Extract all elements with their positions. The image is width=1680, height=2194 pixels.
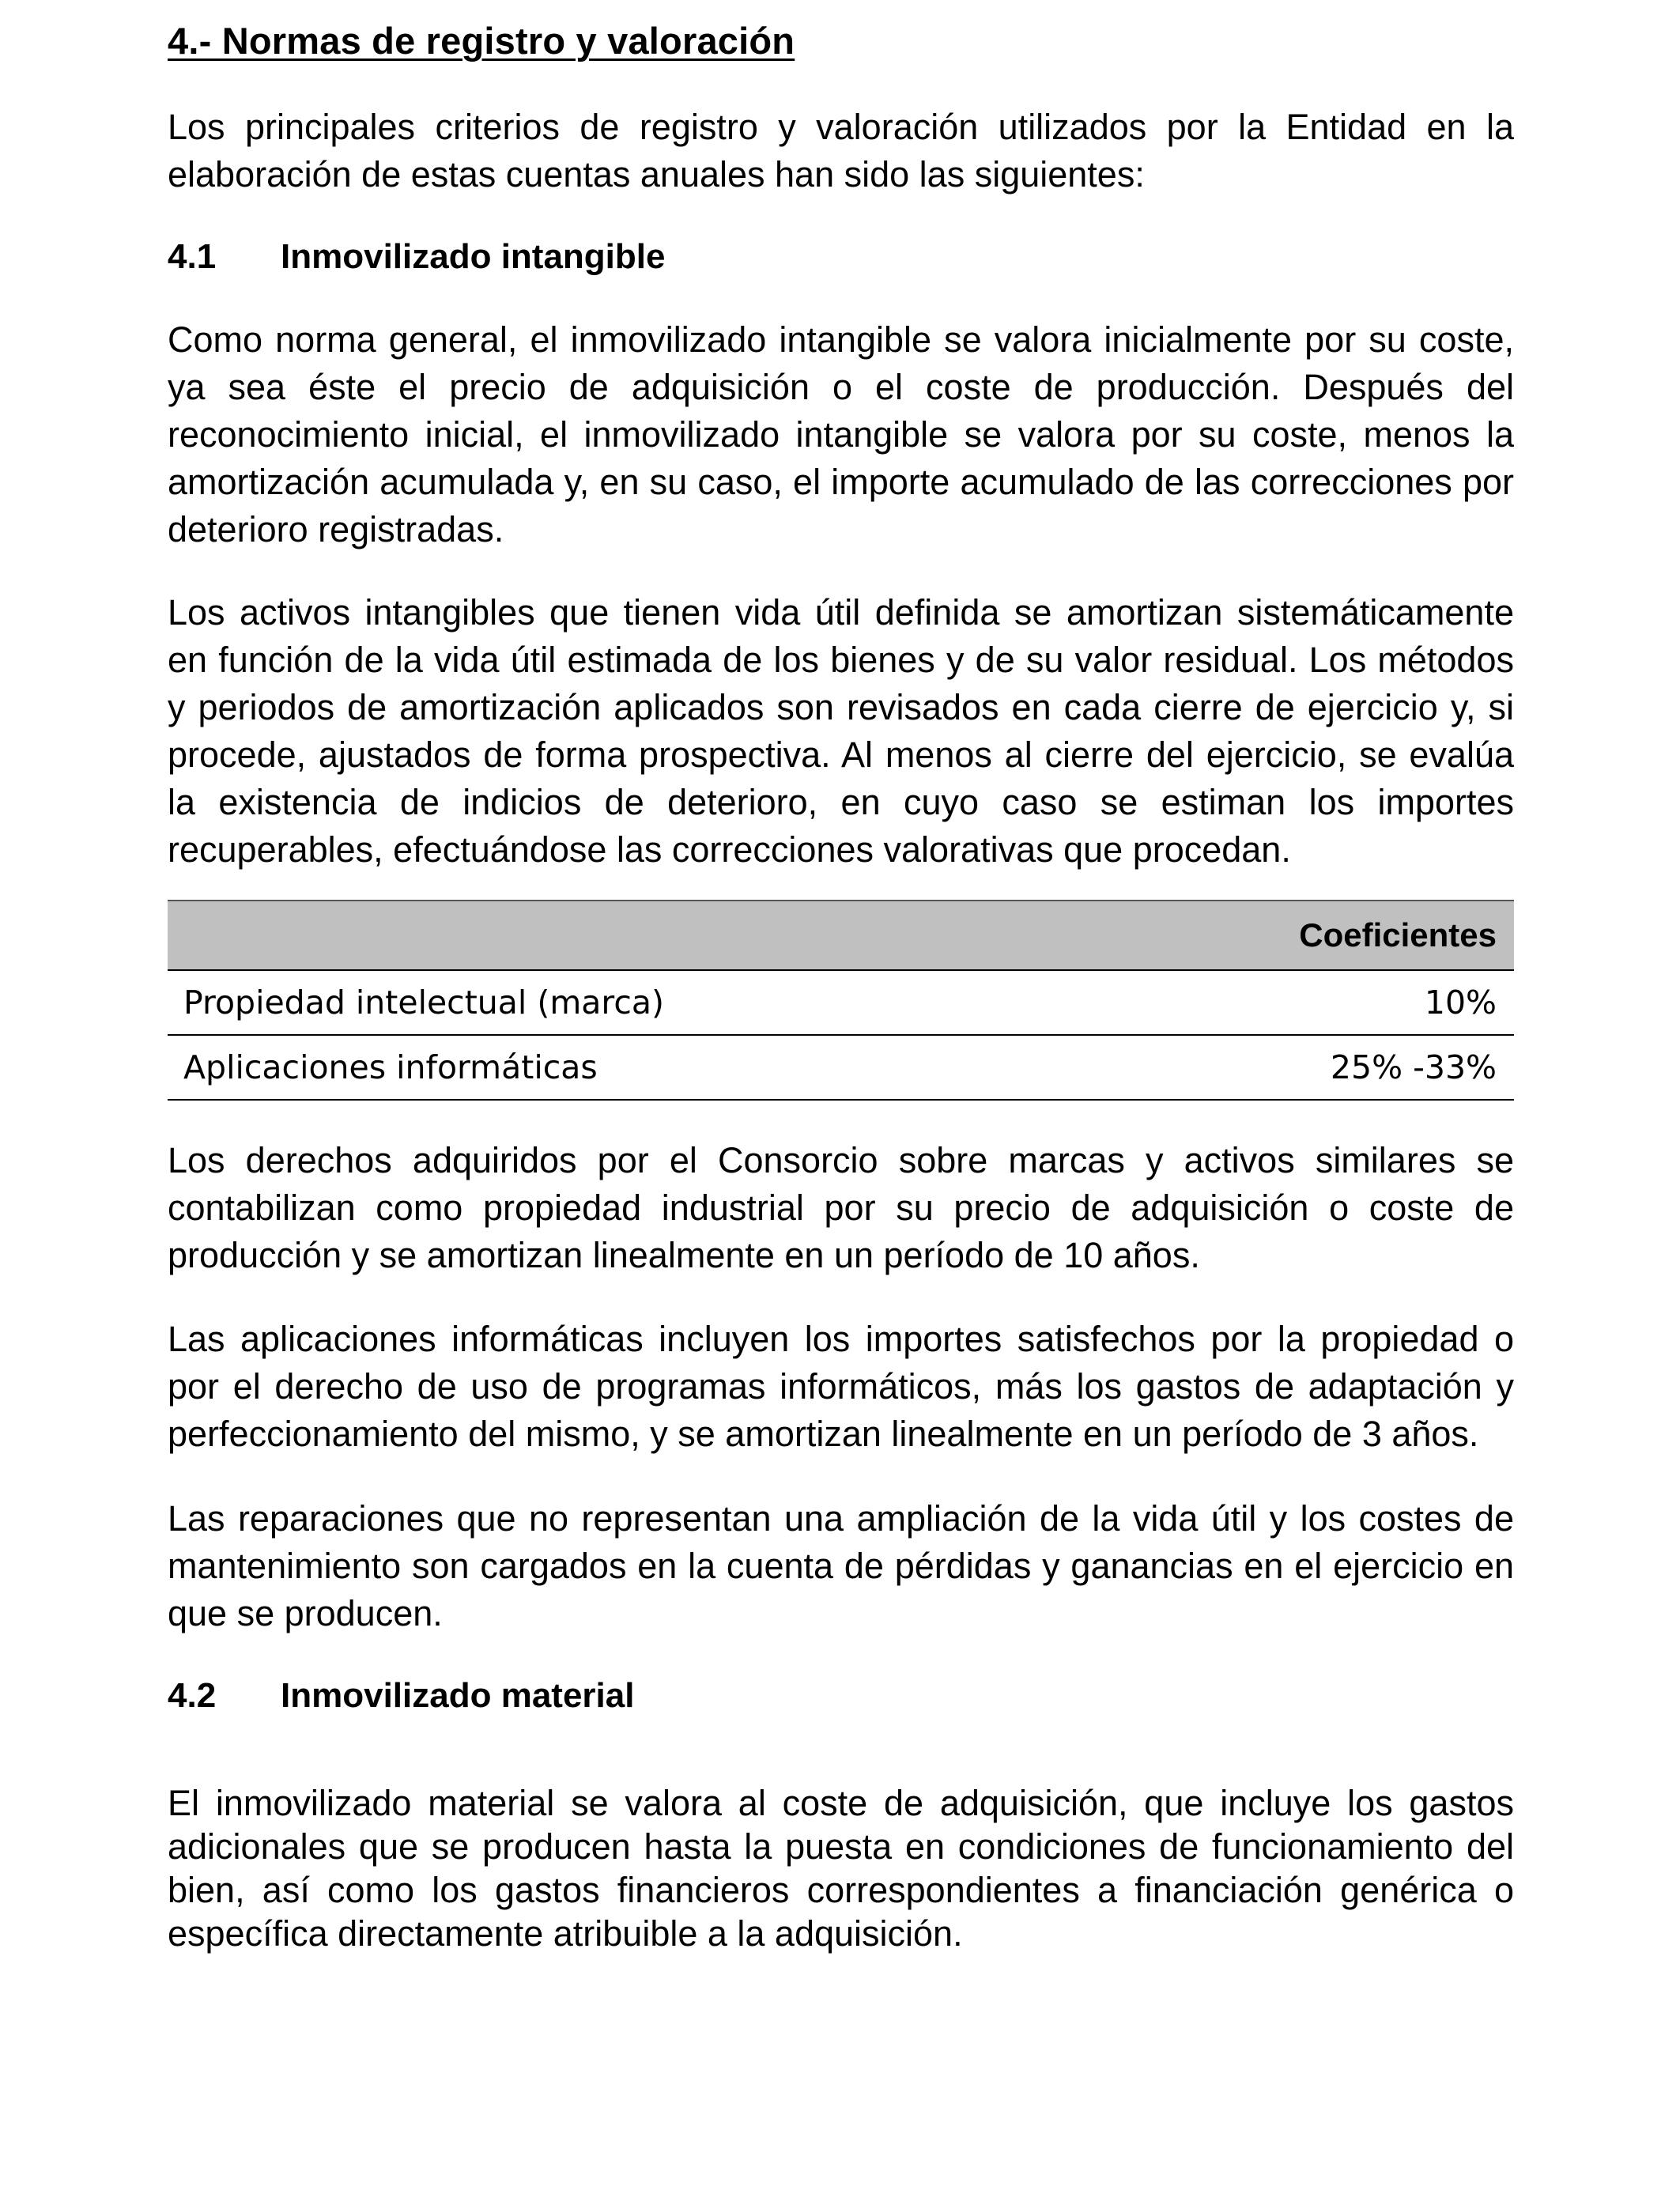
paragraph: Como norma general, el inmovilizado intangible se valora inicialmente por su coste, ya sea éste el precio de adquisición o el coste de producción. Después del reconocimiento inicial, el inmovilizado intangible se valora por su coste, menos la amortización acumulada y, en su caso, el importe acumulado de las correcciones por deterioro registradas. — [168, 319, 1514, 549]
paragraph: Los activos intangibles que tienen vida útil definida se amortizan sistemáticamente en función de la vida útil estimada de los bienes y de su valor residual. Los métodos y periodos de amortización aplicados son revisados en cada cierre de ejercicio y, si procede, ajustados de forma prospectiva. Al menos al cierre del ejercicio, se evalúa la existencia de indicios de deterioro, en cuyo caso se estiman los importes recuperables, efectuándose las correcciones valorativas que procedan. — [168, 592, 1514, 870]
row-label: Aplicaciones informáticas — [168, 1035, 1138, 1100]
paragraph: El inmovilizado material se valora al coste de adquisición, que incluye los gastos adicionales que se producen hasta la puesta en condiciones de funcionamiento del bien, así como los gastos financieros correspondientes a financiación genérica o específica directamente atribuible a la adquisición. — [168, 1783, 1514, 1954]
section-heading-4-1 — [168, 233, 1514, 281]
coefficients-header: Coeficientes — [168, 901, 1514, 970]
section-title: Inmovilizado material — [281, 1676, 635, 1715]
section-heading-4-2 — [168, 1672, 1514, 1720]
row-value: 10% — [1138, 970, 1514, 1035]
row-label: Propiedad intelectual (marca) — [168, 970, 1138, 1035]
page-title: 4.- Normas de registro y valoración — [168, 20, 795, 62]
section-number: 4.1 — [168, 237, 217, 276]
section-title: Inmovilizado intangible — [281, 237, 666, 276]
row-value: 25% -33% — [1138, 1035, 1514, 1100]
coefficients-table — [168, 900, 1514, 1101]
table-header-row — [168, 901, 1514, 970]
table-row — [168, 1035, 1514, 1100]
section-number: 4.2 — [168, 1676, 217, 1715]
paragraph: Las reparaciones que no representan una ampliación de la vida útil y los costes de mantenimiento son cargados en la cuenta de pérdidas y ganancias en el ejercicio en que se producen. — [168, 1498, 1514, 1633]
paragraph: Los derechos adquiridos por el Consorcio sobre marcas y activos similares se contabilizan como propiedad industrial por su precio de adquisición o coste de producción y se amortizan linealmente en un período de 10 años. — [168, 1140, 1514, 1275]
document-page — [168, 17, 1514, 1955]
table-row — [168, 970, 1514, 1035]
paragraph: Las aplicaciones informáticas incluyen los importes satisfechos por la propiedad o por el derecho de uso de programas informáticos, más los gastos de adaptación y perfeccionamiento del mismo, y se amortizan linealmente en un período de 3 años. — [168, 1319, 1514, 1454]
intro-paragraph: Los principales criterios de registro y valoración utilizados por la Entidad en la elaboración de estas cuentas anuales han sido las siguientes: — [168, 107, 1514, 194]
